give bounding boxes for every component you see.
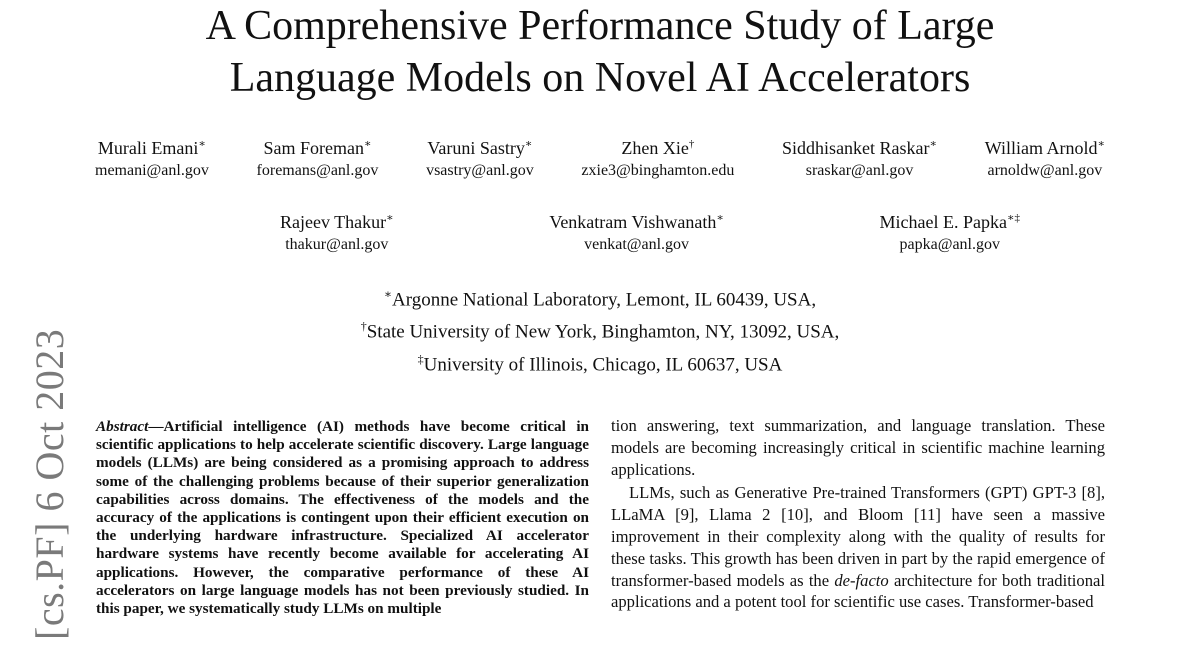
paper-title bbox=[0, 0, 1200, 104]
body-text: architecture for both traditional applications and a potent tool for scientific use cases. Transformer-based bbox=[611, 570, 1105, 612]
author bbox=[782, 132, 937, 182]
body-text: LLMs, such as Generative Pre-trained Transformers (GPT) GPT-3 [8], LLaMA [9], Llama 2 [10], and Bloom [11] have seen a massive improvement in their complexity along with the quality of results for these tasks. This growth has been driven in part by the rapid emergence of transformer-based models as the bbox=[611, 483, 1105, 590]
arxiv-identifier: [cs.PF] 6 Oct 2023 bbox=[27, 328, 72, 640]
author-list-row-2 bbox=[280, 206, 1020, 256]
author-name: Venkatram Vishwanath bbox=[549, 212, 717, 232]
affiliation-mark: ∗ bbox=[716, 212, 724, 224]
author-email: arnoldw@anl.gov bbox=[987, 162, 1103, 179]
author-name: Michael E. Papka bbox=[879, 212, 1007, 232]
affiliation bbox=[0, 281, 1200, 313]
author bbox=[880, 206, 1020, 256]
author-name: Murali Emani bbox=[97, 138, 199, 158]
author-email: vsastry@anl.gov bbox=[426, 162, 534, 179]
author-name: Siddhisanket Raskar bbox=[782, 138, 930, 158]
author-email: papka@anl.gov bbox=[899, 236, 1000, 253]
affiliation-mark: ∗ bbox=[1097, 138, 1105, 150]
affiliation-mark: ∗ bbox=[524, 138, 533, 150]
affiliation-mark: † bbox=[688, 138, 695, 150]
author-name: Varuni Sastry bbox=[427, 138, 525, 158]
affiliation-mark: ∗ bbox=[929, 138, 938, 150]
title-line-2: Language Models on Novel AI Accelerators bbox=[229, 55, 971, 101]
affiliation-mark: ∗ bbox=[383, 287, 393, 301]
abstract-label: Abstract bbox=[96, 418, 149, 435]
author bbox=[257, 132, 379, 182]
author bbox=[426, 132, 534, 182]
affiliation-text: Argonne National Laboratory, Lemont, IL 60439, USA, bbox=[392, 289, 817, 311]
affiliation bbox=[0, 313, 1200, 345]
affiliation-mark: ∗ bbox=[386, 212, 394, 224]
author-name: Rajeev Thakur bbox=[280, 212, 387, 232]
author bbox=[985, 132, 1105, 182]
author-email: memani@anl.gov bbox=[95, 162, 209, 179]
introduction-column bbox=[611, 415, 1105, 613]
author-email: thakur@anl.gov bbox=[285, 236, 389, 253]
author-email: venkat@anl.gov bbox=[584, 236, 690, 253]
affiliation bbox=[0, 346, 1200, 378]
affiliation-mark: ∗‡ bbox=[1007, 212, 1020, 224]
affiliation-mark: ‡ bbox=[417, 351, 424, 366]
author-list-row-1 bbox=[95, 132, 1105, 182]
abstract bbox=[96, 418, 589, 618]
body-paragraph bbox=[611, 482, 1105, 613]
body-emphasis: de-facto bbox=[834, 570, 889, 590]
author-email: foremans@anl.gov bbox=[256, 162, 379, 179]
title-line-1: A Comprehensive Performance Study of Large bbox=[205, 3, 995, 49]
author bbox=[280, 206, 394, 256]
author-email: sraskar@anl.gov bbox=[805, 162, 914, 179]
author bbox=[95, 132, 209, 182]
affiliation-mark: ∗ bbox=[198, 138, 206, 150]
affiliation-mark: † bbox=[360, 319, 367, 334]
affiliation-mark: ∗ bbox=[363, 138, 372, 150]
author bbox=[549, 206, 724, 256]
author-name: Sam Foreman bbox=[263, 138, 364, 158]
affiliations bbox=[0, 281, 1200, 378]
author-email: zxie3@binghamton.edu bbox=[581, 162, 735, 179]
author-name: William Arnold bbox=[984, 138, 1098, 158]
affiliation-text: University of Illinois, Chicago, IL 60637, USA bbox=[423, 353, 783, 375]
abstract-text: —Artificial intelligence (AI) methods have become critical in scientific applications to help accelerate scientific discovery. Large language models (LLMs) are being considered as a promising approach to address some of the challenging problems because of their superior generalization capabilities across domains. The effectiveness of the models and the accuracy of the applications is contingent upon their efficient execution on the underlying hardware infrastructure. Specialized AI accelerator hardware systems have recently become available for accelerating AI applications. However, the comparative performance of these AI accelerators on large language models has not been previously studied. In this paper, we systematically study LLMs on multiple bbox=[96, 418, 589, 618]
body-paragraph: tion answering, text summarization, and language translation. These models are becoming increasingly critical in scientific machine learning applications. bbox=[611, 416, 1105, 479]
author-name: Zhen Xie bbox=[621, 138, 689, 158]
author bbox=[581, 132, 734, 182]
affiliation-text: State University of New York, Binghamton, NY, 13092, USA, bbox=[366, 321, 840, 343]
